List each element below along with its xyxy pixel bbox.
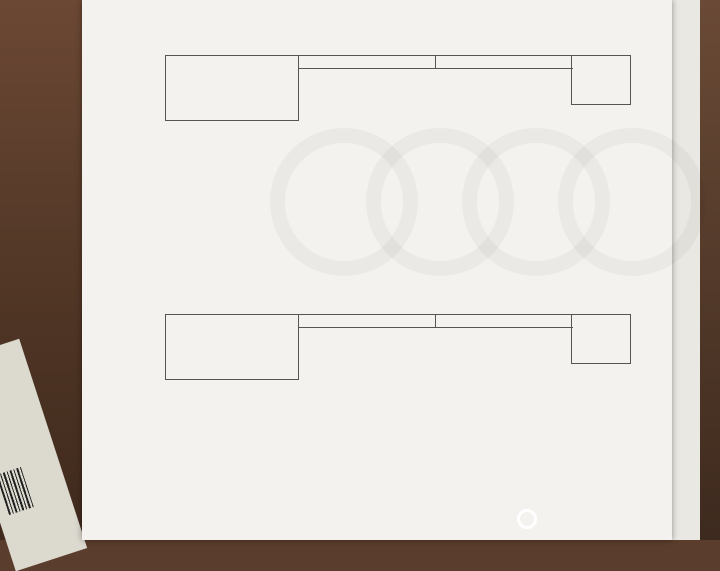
brand-o-icon	[517, 509, 537, 529]
document-sheet	[82, 0, 672, 540]
emissions-table	[165, 55, 631, 121]
t1-strom-header	[572, 56, 631, 105]
phev-table	[165, 314, 631, 380]
t2-wltp-header	[166, 315, 299, 380]
t1-co2-header	[299, 56, 436, 69]
t1-wltp-header	[166, 56, 299, 121]
caroutlet-logo	[516, 505, 538, 534]
t2-strom-header	[572, 315, 631, 364]
audi-rings-watermark	[270, 128, 720, 248]
t2-fuel-header	[435, 315, 572, 328]
t2-co2-header	[299, 315, 436, 328]
t1-fuel-header	[435, 56, 572, 69]
